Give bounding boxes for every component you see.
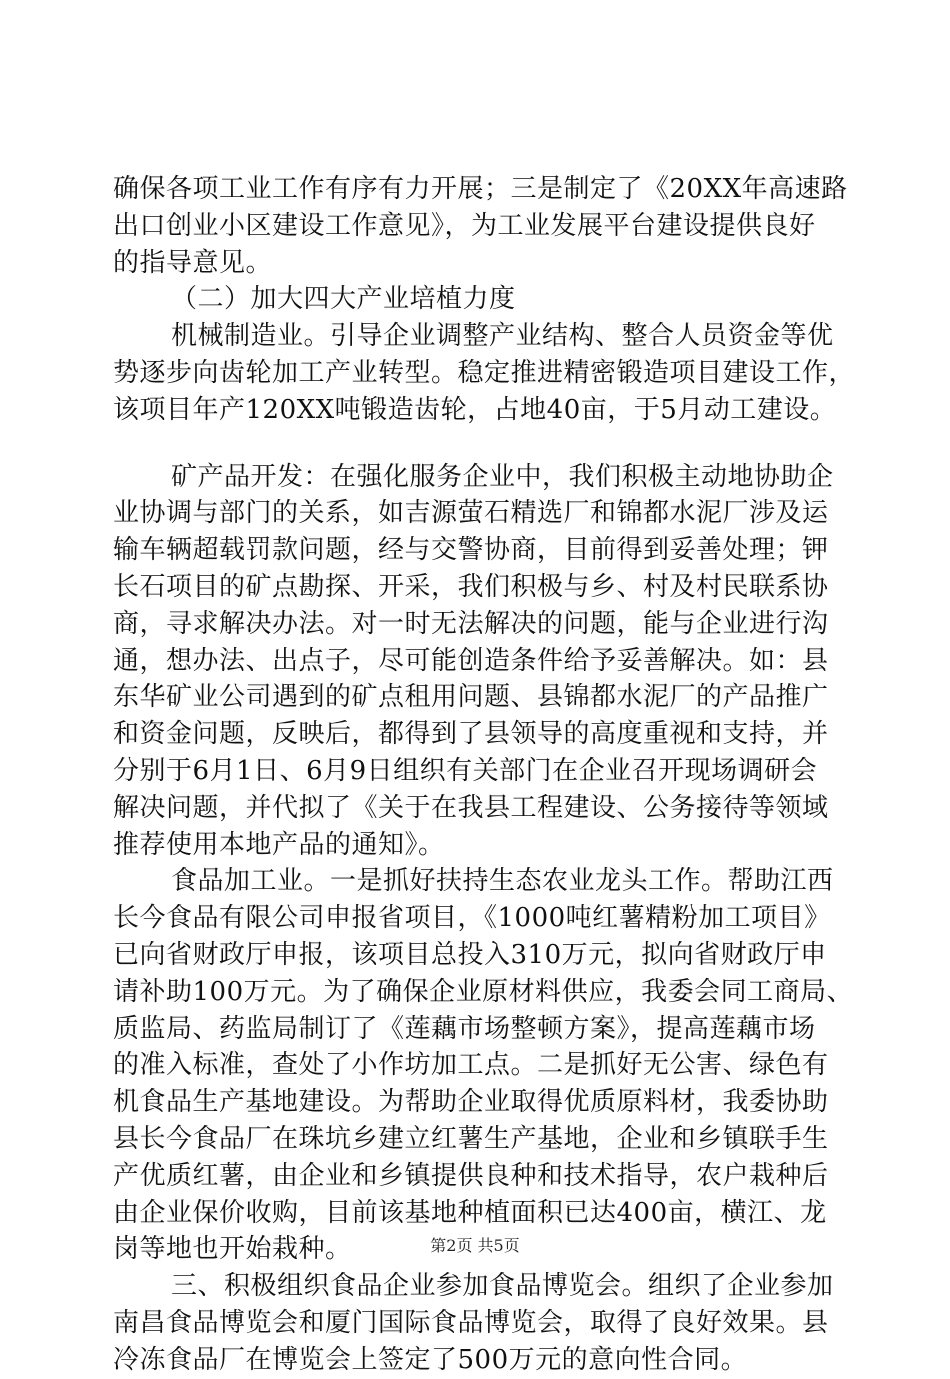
text-line: 矿产品开发：在强化服务企业中，我们积极主动地协助企 (171, 461, 834, 492)
text-line: 机食品生产基地建设。为帮助企业取得优质原料材，我委协助 (113, 1087, 829, 1118)
text-line: 冷冻食品厂在博览会上签定了500万元的意向性合同。 (113, 1344, 748, 1375)
text-line: 商，寻求解决办法。对一时无法解决的问题，能与企业进行沟 (113, 608, 829, 639)
text-line: 质监局、药监局制订了《莲藕市场整顿方案》，提高莲藕市场 (113, 1013, 816, 1044)
text-line: 长石项目的矿点勘探、开采，我们积极与乡、村及村民联系协 (113, 571, 829, 602)
text-line: 和资金问题，反映后，都得到了县领导的高度重视和支持，并 (113, 719, 829, 750)
text-line: 通，想办法、出点子，尽可能创造条件给予妥善解决。如：县 (113, 645, 829, 676)
document-body (113, 171, 856, 1379)
text-line: 业协调与部门的关系，如吉源萤石精选厂和锦都水泥厂涉及运 (113, 498, 829, 529)
text-line: 长今食品有限公司申报省项目，《1000吨红薯精粉加工项目》 (113, 903, 831, 934)
text-line: 势逐步向齿轮加工产业转型。稳定推进精密锻造项目建设工作， (113, 357, 856, 388)
text-line: 的指导意见。 (113, 247, 273, 278)
text-line: 确保各项工业工作有序有力开展；三是制定了《20XX年高速路 (113, 174, 848, 204)
text-line: 机械制造业。引导企业调整产业结构、整合人员资金等优 (171, 321, 834, 352)
text-line: 分别于6月1日、6月9日组织有关部门在企业召开现场调研会 (113, 755, 818, 786)
text-line: 食品加工业。一是抓好扶持生态农业龙头工作。帮助江西 (171, 866, 834, 897)
text-line: 输车辆超载罚款问题，经与交警协商，目前得到妥善处理；钾 (113, 535, 829, 566)
text-line: 解决问题，并代拟了《关于在我县工程建设、公务接待等领域 (113, 792, 829, 823)
text-line: 东华矿业公司遇到的矿点租用问题、县锦都水泥厂的产品推广 (113, 682, 829, 713)
text-line: 请补助100万元。为了确保企业原材料供应，我委会同工商局、 (113, 976, 854, 1007)
text-line: 三、积极组织食品企业参加食品博览会。组织了企业参加 (171, 1271, 834, 1302)
text-line: 已向省财政厅申报，该项目总投入310万元，拟向省财政厅申 (113, 939, 827, 970)
page-footer: 第2页 共5页 (430, 1236, 520, 1255)
section-heading: （二）加大四大产业培植力度 (171, 284, 516, 315)
text-line: 由企业保价收购，目前该基地种植面积已达400亩，横江、龙 (113, 1197, 827, 1228)
text-line: 出口创业小区建设工作意见》，为工业发展平台建设提供良好 (113, 210, 816, 241)
text-line: 县长今食品厂在珠坑乡建立红薯生产基地，企业和乡镇联手生 (113, 1123, 829, 1154)
text-line: 的准入标准，查处了小作坊加工点。二是抓好无公害、绿色有 (113, 1050, 829, 1081)
text-line: 南昌食品博览会和厦门国际食品博览会，取得了良好效果。县 (113, 1307, 829, 1338)
text-line: 产优质红薯，由企业和乡镇提供良种和技术指导，农户栽种后 (113, 1160, 829, 1191)
text-line: 该项目年产120XX吨锻造齿轮，占地40亩，于5月动工建设。 (113, 394, 837, 425)
paragraph-gap (113, 429, 837, 459)
text-line: 推荐使用本地产品的通知》。 (113, 829, 445, 860)
text-line: 岗等地也开始栽种。 (113, 1234, 352, 1265)
